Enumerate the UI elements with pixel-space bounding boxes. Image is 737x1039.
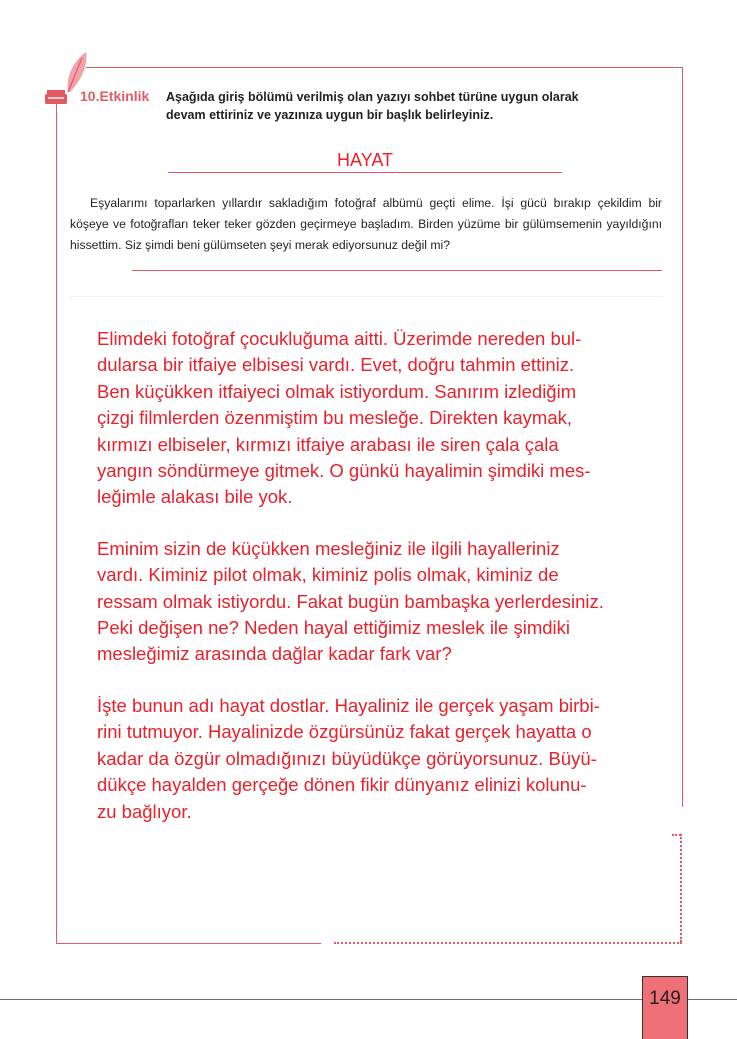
- frame-dotted-tick: [672, 834, 681, 836]
- answer-text: [97, 326, 652, 850]
- frame-dotted-bottom: [334, 942, 682, 944]
- title-underline: [168, 172, 562, 173]
- frame-bottom-border: [56, 943, 321, 944]
- answer-line: çizgi filmlerden özenmiştim bu mesleğe. Direkten kaymak,: [97, 407, 573, 429]
- answer-paragraph-2: [97, 536, 652, 668]
- answer-line: Ben küçükken itfaiyeci olmak istiyordum. Sanırım izlediğim: [97, 380, 577, 402]
- frame-dotted-right: [680, 834, 682, 942]
- answer-line: Eminim sizin de küçükken mesleğiniz ile ilgili hayalleriniz: [97, 537, 560, 559]
- answer-line: mesleğimiz arasında dağlar kadar fark var?: [97, 643, 452, 665]
- answer-line: kırmızı elbiseler, kırmızı itfaiye arabası ile siren çala çala: [97, 433, 559, 455]
- answer-line: vardı. Kiminiz pilot olmak, kiminiz polis olmak, kiminiz de: [97, 564, 559, 586]
- faint-writing-line: [70, 296, 662, 297]
- answer-paragraph-1: [97, 326, 652, 511]
- answer-line: yangın söndürmeye gitmek. O günkü hayalimin şimdiki mes-: [97, 460, 591, 482]
- frame-right-border: [682, 67, 683, 807]
- answer-line: dükçe hayalden gerçeğe dönen fikir dünyanız elinizi kolunu-: [97, 774, 587, 796]
- footer-rule: [0, 999, 737, 1000]
- answer-line: ressam olmak istiyordu. Fakat bugün bambaşka yerlerdesiniz.: [97, 590, 604, 612]
- activity-instruction: [166, 88, 666, 124]
- answer-line: rini tutmuyor. Hayalinizde özgürsünüz fakat gerçek hayatta o: [97, 721, 592, 743]
- answer-line: Elimdeki fotoğraf çocukluğuma aitti. Üzerimde nereden bul-: [97, 328, 582, 349]
- answer-line: Peki değişen ne? Neden hayal ettiğimiz meslek ile şimdiki: [97, 617, 571, 639]
- answer-line: kadar da özgür olmadığınızı büyüdükçe görüyorsunuz. Büyü-: [97, 747, 597, 769]
- answer-paragraph-3: [97, 693, 652, 825]
- intro-writing-line: [132, 270, 662, 271]
- intro-paragraph: Eşyalarımı toparlarken yıllardır sakladığım fotoğraf albümü geçti elime. İşi gücü bırakıp çekildim bir köşeye ve fotoğrafları teker teker gözden geçirmeye başladım. Birden yüzüme bir gülümsemenin yayıldığını hissettim. Siz şimdi beni gülümseten şeyi merak ediyorsunuz değil mi?: [70, 196, 662, 252]
- essay-title: HAYAT: [336, 150, 393, 170]
- answer-line: leğimle alakası bile yok.: [97, 486, 293, 508]
- activity-label: 10.Etkinlik: [80, 88, 150, 104]
- frame-left-border: [56, 92, 57, 944]
- page-number: 149: [649, 988, 681, 1009]
- answer-line: İşte bunun adı hayat dostlar. Hayaliniz ile gerçek yaşam birbi-: [97, 694, 600, 716]
- frame-top-border: [86, 67, 683, 68]
- answer-line: dularsa bir itfaiye elbisesi vardı. Evet, doğru tahmin ettiniz.: [97, 354, 575, 376]
- instruction-line: Aşağıda giriş bölümü verilmiş olan yazıyı sohbet türüne uygun olarak: [166, 90, 579, 104]
- instruction-line: devam ettiriniz ve yazınıza uygun bir başlık belirleyiniz.: [166, 108, 494, 122]
- answer-line: zu bağlıyor.: [97, 800, 192, 822]
